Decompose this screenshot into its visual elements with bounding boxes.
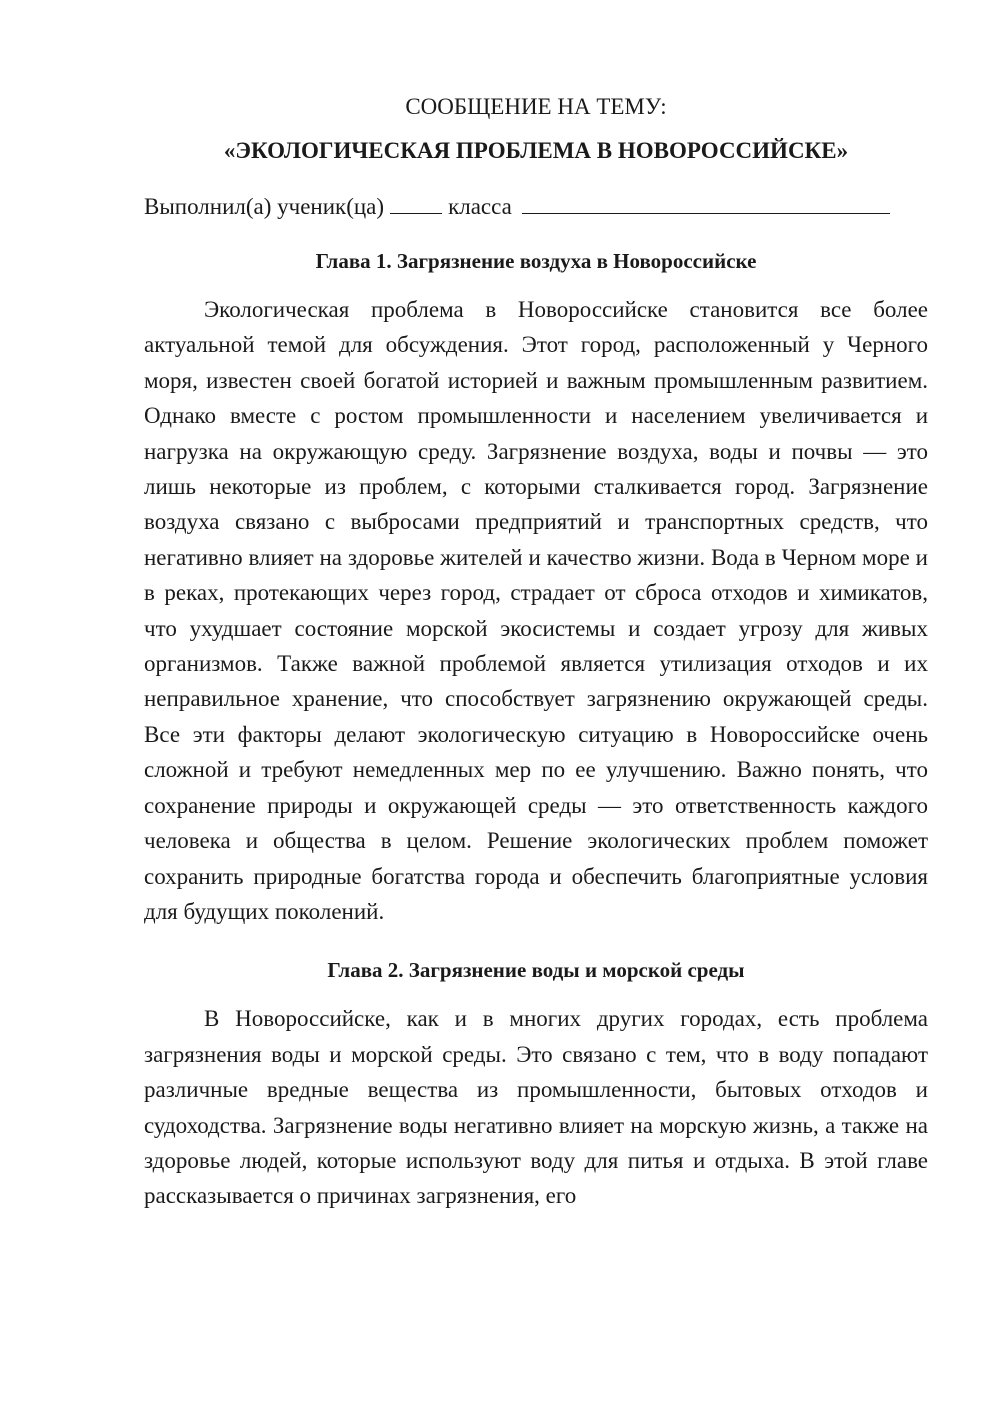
document-page (144, 92, 928, 1214)
author-label: Выполнил(а) ученик(ца) (144, 194, 385, 219)
author-line (144, 192, 928, 222)
document-header: СООБЩЕНИЕ НА ТЕМУ: (405, 94, 667, 119)
class-label: класса (448, 194, 512, 219)
class-number-blank (390, 193, 442, 214)
document-title: «ЭКОЛОГИЧЕСКАЯ ПРОБЛЕМА В НОВОРОССИЙСКЕ» (223, 138, 849, 163)
author-name-blank (522, 193, 890, 214)
chapter-1-paragraph: Экологическая проблема в Новороссийске становится все более актуальной темой для обсуждения. Этот город, расположенный у Черного моря, известен своей богатой историей и важным промышленным развитием. Однако вместе с ростом промышленности и населением увеличивается и нагрузка на окружающую среду. Загрязнение воздуха, воды и почвы — это лишь некоторые из проблем, с которыми сталкивается город. Загрязнение воздуха связано с выбросами предприятий и транспортных средств, что негативно влияет на здоровье жителей и качество жизни. Вода в Черном море и в реках, протекающих через город, страдает от сброса отходов и химикатов, что ухудшает состояние морской экосистемы и создает угрозу для живых организмов. Также важной проблемой является утилизация отходов и их неправильное хранение, что способствует загрязнению окружающей среды. Все эти факторы делают экологическую ситуацию в Новороссийске очень сложной и требуют немедленных мер по ее улучшению. Важно понять, что сохранение природы и окружающей среды — это ответственность каждого человека и общества в целом. Решение экологических проблем поможет сохранить природные богатства города и обеспечить благоприятные условия для будущих поколений. (144, 297, 928, 924)
chapter-2-paragraph: В Новороссийске, как и в многих других городах, есть проблема загрязнения воды и морской среды. Это связано с тем, что в воду попадают различные вредные вещества из промышленности, бытовых отходов и судоходства. Загрязнение воды негативно влияет на морскую жизнь, а также на здоровье людей, которые используют воду для питья и отдыха. В этой главе рассказывается о причинах загрязнения, его (144, 1006, 928, 1209)
chapter-2-heading: Глава 2. Загрязнение воды и морской среды (327, 958, 745, 983)
chapter-1-heading: Глава 1. Загрязнение воздуха в Новороссийске (315, 249, 757, 273)
